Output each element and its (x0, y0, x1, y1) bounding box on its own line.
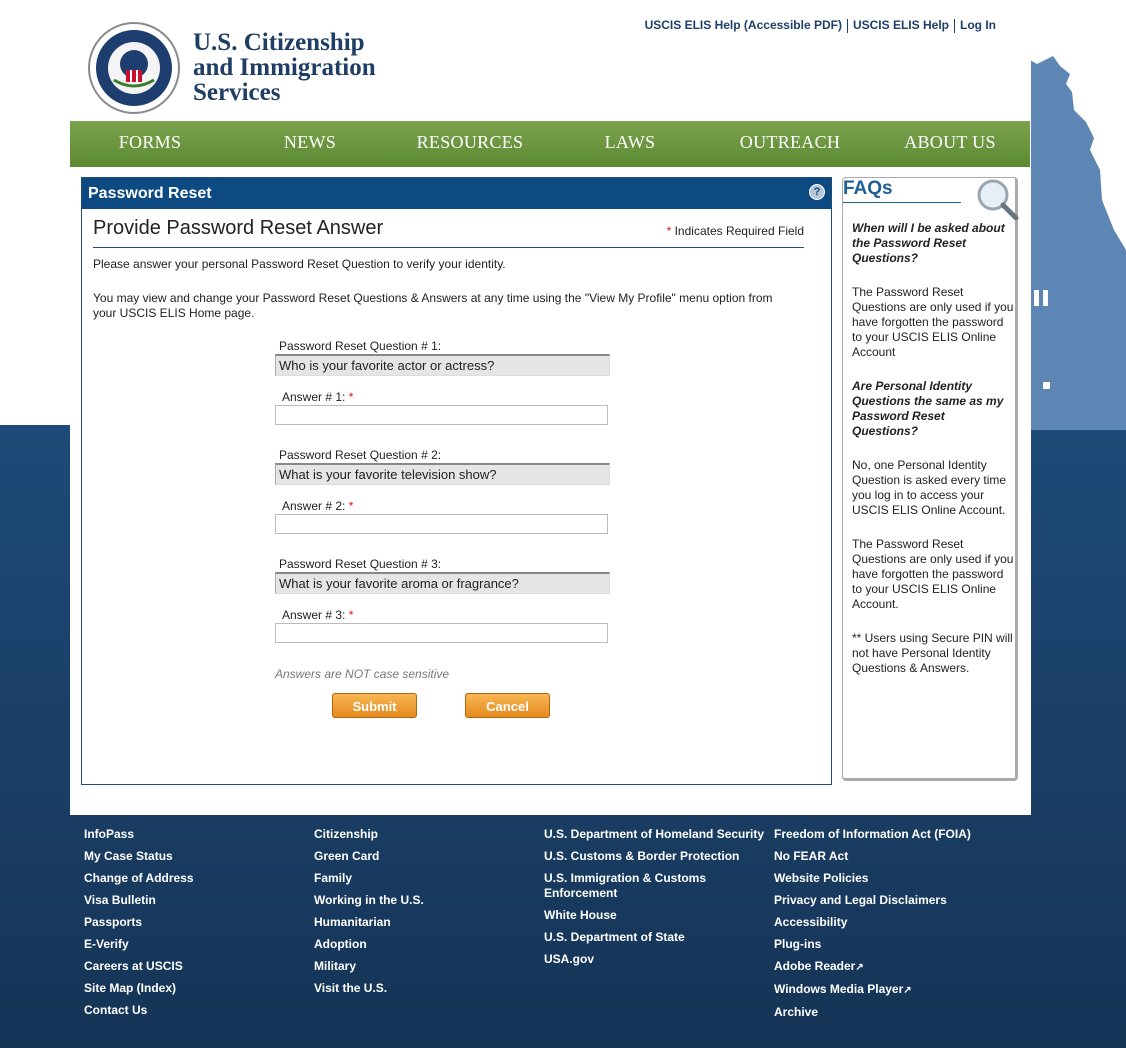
faq-question-2: Are Personal Identity Questions the same as my Password Reset Questions? (852, 379, 1004, 438)
footer-column-3 (544, 827, 766, 974)
question-3-value: What is your favorite aroma or fragrance? (275, 572, 610, 594)
footer-link[interactable]: Working in the U.S. (314, 893, 424, 907)
external-link-icon: ↗ (855, 962, 864, 973)
heading-divider (93, 247, 804, 248)
footer-link[interactable]: Contact Us (84, 1003, 148, 1017)
dhs-seal-logo (88, 22, 180, 114)
footer-link[interactable]: Visa Bulletin (84, 893, 156, 907)
required-asterisk: * (348, 499, 354, 513)
footer-link[interactable]: Freedom of Information Act (FOIA) (774, 827, 971, 841)
footer-link[interactable]: Website Policies (774, 871, 869, 885)
footer-link[interactable]: Military (314, 959, 357, 973)
question-3-label: Password Reset Question # 3: (279, 557, 442, 571)
footer-link[interactable]: InfoPass (84, 827, 135, 841)
help-link[interactable]: USCIS ELIS Help (852, 18, 949, 32)
answer-3-label-text: Answer # 3: (282, 608, 346, 622)
footer-link[interactable]: Plug-ins (774, 937, 822, 951)
footer-link[interactable]: Change of Address (84, 871, 194, 885)
answer-1-label-text: Answer # 1: (282, 390, 346, 404)
footer-link[interactable]: White House (544, 908, 617, 922)
help-pdf-link[interactable]: USCIS ELIS Help (Accessible PDF) (644, 18, 842, 32)
footer-link[interactable]: Humanitarian (314, 915, 391, 929)
main-navigation (70, 121, 1030, 167)
footer-link[interactable]: Privacy and Legal Disclaimers (774, 893, 947, 907)
faq-panel (842, 177, 1018, 781)
page-heading: Provide Password Reset Answer (93, 217, 384, 239)
footer-link[interactable]: Citizenship (314, 827, 379, 841)
login-link[interactable]: Log In (960, 18, 996, 32)
footer-link-adobe-reader[interactable] (774, 959, 999, 975)
footer-link[interactable]: Visit the U.S. (314, 981, 388, 995)
nav-about-us[interactable]: ABOUT US (904, 132, 996, 152)
footer-link[interactable]: U.S. Department of Homeland Security (544, 827, 765, 841)
case-sensitivity-note: Answers are NOT case sensitive (275, 667, 450, 681)
footer-link[interactable]: My Case Status (84, 849, 173, 863)
nav-news[interactable]: NEWS (283, 132, 337, 152)
footer-link-text: Windows Media Player (774, 982, 904, 996)
faq-answer-1: The Password Reset Questions are only used if you have forgotten the password to your USCIS ELIS Online Account (852, 285, 1014, 359)
footer-link[interactable]: Careers at USCIS (84, 959, 183, 973)
footer-link[interactable]: Green Card (314, 849, 380, 863)
required-field-note (667, 224, 804, 238)
question-1-value: Who is your favorite actor or actress? (275, 354, 610, 376)
footer-column-4 (774, 827, 999, 1027)
answer-2-input[interactable] (275, 514, 608, 534)
footer-link[interactable]: No FEAR Act (774, 849, 849, 863)
footer-column-1 (84, 827, 309, 1025)
question-2-value: What is your favorite television show? (275, 463, 610, 485)
magnifier-icon (975, 178, 1019, 220)
answer-3-label (282, 608, 353, 622)
password-reset-panel (81, 177, 832, 785)
required-asterisk: * (348, 608, 354, 622)
question-2-label: Password Reset Question # 2: (279, 448, 442, 462)
footer-link[interactable]: Adoption (314, 937, 367, 951)
footer-link[interactable]: U.S. Department of State (544, 930, 685, 944)
logo-line-2: and Immigration (193, 54, 376, 81)
answer-3-input[interactable] (275, 623, 608, 643)
footer-link[interactable]: Accessibility (774, 915, 848, 929)
answer-2-label-text: Answer # 2: (282, 499, 346, 513)
logo-line-3: Services (193, 79, 281, 106)
footer-link[interactable]: Archive (774, 1005, 819, 1019)
answer-1-label (282, 390, 353, 404)
panel-title: Password Reset (88, 185, 212, 202)
footer-link[interactable]: USA.gov (544, 952, 595, 966)
footer-link[interactable]: Passports (84, 915, 143, 929)
faq-title: FAQs (843, 178, 893, 199)
answer-2-label (282, 499, 353, 513)
question-1-label: Password Reset Question # 1: (279, 339, 442, 353)
intro-text-2: You may view and change your Password Reset Questions & Answers at any time using the "View My Profile" menu option from your USCIS ELIS Home page. (93, 291, 773, 320)
faq-title-underline (843, 202, 961, 203)
answer-1-input[interactable] (275, 405, 608, 425)
logo-line-1: U.S. Citizenship (193, 29, 365, 56)
footer-link-windows-media-player[interactable] (774, 982, 999, 998)
faq-question-1: When will I be asked about the Password Reset Questions? (852, 221, 1005, 265)
faq-extra-text-2: ** Users using Secure PIN will not have Personal Identity Questions & Answers. (852, 631, 1013, 675)
footer-link[interactable]: U.S. Customs & Border Protection (544, 849, 740, 863)
footer-column-2 (314, 827, 539, 1003)
footer-link[interactable]: Family (314, 871, 353, 885)
footer-link[interactable]: Site Map (Index) (84, 981, 177, 995)
submit-button[interactable]: Submit (332, 693, 417, 718)
footer-link[interactable]: E-Verify (84, 937, 129, 951)
nav-forms[interactable]: FORMS (118, 132, 182, 152)
utility-links (640, 18, 1001, 33)
faq-answer-2: No, one Personal Identity Question is asked every time you log in to access your USCIS ELIS Online Account. (852, 458, 1007, 517)
nav-resources[interactable]: RESOURCES (416, 132, 524, 152)
footer-link[interactable]: U.S. Immigration & Customs Enforcement (544, 871, 707, 900)
help-icon[interactable]: ? (809, 184, 825, 200)
agency-name-logo[interactable] (193, 30, 376, 105)
required-asterisk: * (348, 390, 354, 404)
nav-laws[interactable]: LAWS (604, 132, 656, 152)
nav-outreach[interactable]: OUTREACH (739, 132, 841, 152)
required-asterisk: * (666, 224, 672, 238)
external-link-icon: ↗ (903, 985, 912, 996)
panel-header (82, 178, 831, 209)
required-note-text: Indicates Required Field (674, 224, 804, 238)
cancel-button[interactable]: Cancel (465, 693, 550, 718)
faq-extra-text-1: The Password Reset Questions are only used if you have forgotten the password to your USCIS ELIS Online Account. (852, 537, 1014, 611)
intro-text-1: Please answer your personal Password Reset Question to verify your identity. (93, 257, 506, 271)
footer-link-text: Adobe Reader (774, 959, 856, 973)
